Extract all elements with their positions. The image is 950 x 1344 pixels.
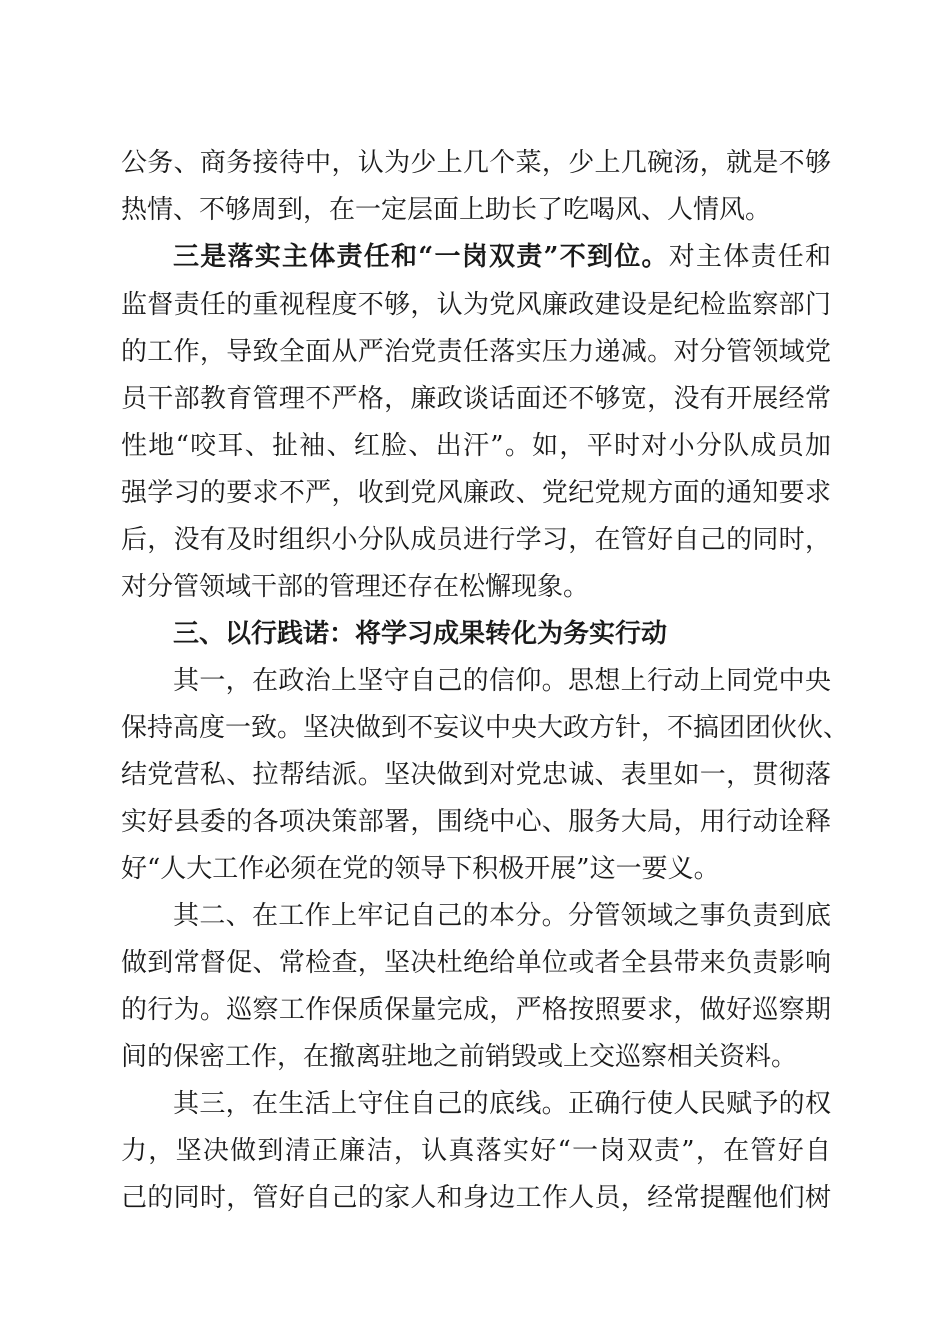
text-line: 的工作，导致全面从严治党责任落实压力递减。对分管领域党 [121,337,831,367]
text-line: 保持高度一致。坚决做到不妄议中央大政方针，不搞团团伙伙、 [121,713,850,743]
text-line: 其三，在生活上守住自己的底线。正确行使人民赋予的权 [173,1089,831,1119]
text-line: 实好县委的各项决策部署，围绕中心、服务大局，用行动诠释 [121,807,831,837]
text-line: 好“人大工作必须在党的领导下积极开展”这一要义。 [121,854,720,884]
text-line: 后，没有及时组织小分队成员进行学习，在管好自己的同时， [121,525,831,555]
text-line [173,240,831,274]
text-line: 员干部教育管理不严格，廉政谈话面还不够宽，没有开展经常 [121,384,831,414]
text-line: 对分管领域干部的管理还存在松懈现象。 [121,572,590,602]
text-line: 其一，在政治上坚守自己的信仰。思想上行动上同党中央 [173,666,831,696]
text-line: 力，坚决做到清正廉洁，认真落实好“一岗双责”，在管好自 [121,1136,831,1166]
text-line: 公务、商务接待中，认为少上几个菜，少上几碗汤，就是不够 [121,148,831,178]
text-line: 的行为。巡察工作保质保量完成，严格按照要求，做好巡察期 [121,995,831,1025]
section-heading: 三、以行践诺：将学习成果转化为务实行动 [173,619,668,649]
text-line: 强学习的要求不严，收到党风廉政、党纪党规方面的通知要求 [121,478,831,508]
text-line: 做到常督促、常检查，坚决杜绝给单位或者全县带来负责影响 [121,948,831,978]
text-line: 性地“咬耳、扯袖、红脸、出汗”。如，平时对小分队成员加 [121,431,831,461]
text-line: 热情、不够周到，在一定层面上助长了吃喝风、人情风。 [121,195,772,225]
text-line: 监督责任的重视程度不够，认为党风廉政建设是纪检监察部门 [121,290,831,320]
text-line: 其二、在工作上牢记自己的本分。分管领域之事负责到底 [173,901,831,931]
text-span: 对主体责任和 [668,242,831,272]
text-line: 结党营私、拉帮结派。坚决做到对党忠诚、表里如一，贯彻落 [121,760,831,790]
paragraph-lead: 三是落实主体责任和“一岗双责”不到位。 [173,242,669,272]
text-line: 己的同时，管好自己的家人和身边工作人员，经常提醒他们树 [121,1183,831,1213]
text-line: 间的保密工作，在撤离驻地之前销毁或上交巡察相关资料。 [121,1042,798,1072]
